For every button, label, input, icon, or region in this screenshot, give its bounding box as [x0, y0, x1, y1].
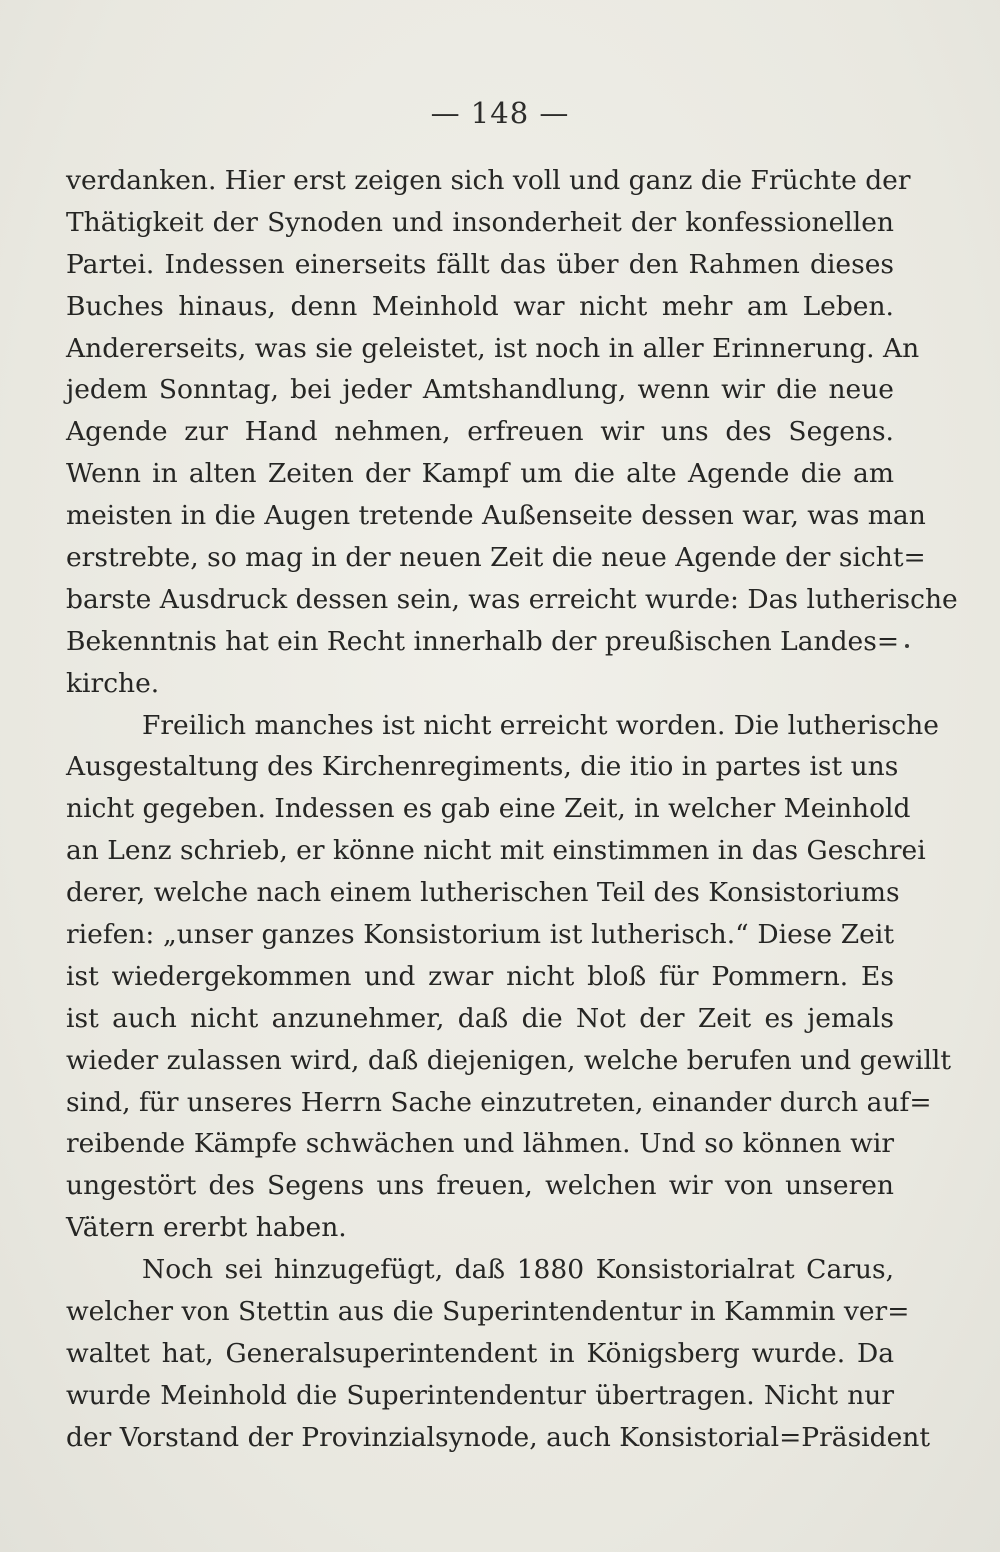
text-line: ist wiedergekommen und zwar nicht bloß für Pommern. Es	[66, 960, 894, 992]
text-line: wurde Meinhold die Superintendentur übertragen. Nicht nur	[66, 1379, 894, 1411]
text-line: Wenn in alten Zeiten der Kampf um die alte Agende die am	[66, 458, 894, 490]
text-line: Bekenntnis hat ein Recht innerhalb der preußischen Landes=	[66, 625, 900, 657]
paragraph-start-line: Noch sei hinzugefügt, daß 1880 Konsistorialrat Carus,	[142, 1254, 894, 1286]
page-number: — 148 —	[430, 96, 570, 130]
paragraph-end-line: Vätern ererbt haben.	[66, 1212, 347, 1244]
text-line: reibende Kämpfe schwächen und lähmen. Und so können wir	[66, 1128, 894, 1160]
text-line: riefen: „unser ganzes Konsistorium ist lutherisch.“ Diese Zeit	[66, 919, 894, 951]
text-line: sind, für unseres Herrn Sache einzutreten, einander durch auf=	[66, 1086, 932, 1118]
text-line: jedem Sonntag, bei jeder Amtshandlung, wenn wir die neue	[66, 374, 894, 406]
text-line: ist auch nicht anzunehmer, daß die Not der Zeit es jemals	[66, 1002, 894, 1034]
text-line: Andererseits, was sie geleistet, ist noch in aller Erinnerung. An	[66, 332, 920, 364]
text-line: Buches hinaus, denn Meinhold war nicht mehr am Leben.	[66, 290, 894, 322]
text-line: derer, welche nach einem lutherischen Teil des Konsistoriums	[66, 877, 900, 909]
text-line: ungestört des Segens uns freuen, welchen wir von unseren	[66, 1170, 894, 1202]
body-text	[66, 160, 958, 1459]
text-line: an Lenz schrieb, er könne nicht mit einstimmen in das Geschrei	[66, 835, 926, 867]
text-line: verdanken. Hier erst zeigen sich voll und ganz die Früchte der	[66, 165, 911, 196]
text-line: Ausgestaltung des Kirchenregiments, die itio in partes ist uns	[66, 751, 899, 783]
text-line: erstrebte, so mag in der neuen Zeit die neue Agende der sicht=	[66, 542, 926, 574]
text-line: der Vorstand der Provinzialsynode, auch Konsistorial=Präsident	[66, 1421, 931, 1453]
paragraph-end-line: kirche.	[66, 667, 160, 699]
text-line: waltet hat, Generalsuperintendent in Königsberg wurde. Da	[66, 1337, 894, 1369]
text-line: barste Ausdruck dessen sein, was erreicht wurde: Das lutherische	[66, 583, 958, 615]
text-line: Partei. Indessen einerseits fällt das über den Rahmen dieses	[66, 248, 894, 280]
text-line: Agende zur Hand nehmen, erfreuen wir uns des Segens.	[66, 416, 894, 448]
text-line: welcher von Stettin aus die Superintendentur in Kammin ver=	[66, 1296, 910, 1328]
ink-speck	[905, 644, 909, 648]
text-line: wieder zulassen wird, daß diejenigen, welche berufen und gewillt	[66, 1044, 952, 1076]
text-line: Thätigkeit der Synoden und insonderheit der konfessionellen	[66, 206, 894, 238]
text-line: nicht gegeben. Indessen es gab eine Zeit, in welcher Meinhold	[66, 793, 911, 825]
text-line: meisten in die Augen tretende Außenseite dessen war, was man	[66, 500, 926, 532]
paragraph-start-line: Freilich manches ist nicht erreicht worden. Die lutherische	[142, 709, 939, 741]
